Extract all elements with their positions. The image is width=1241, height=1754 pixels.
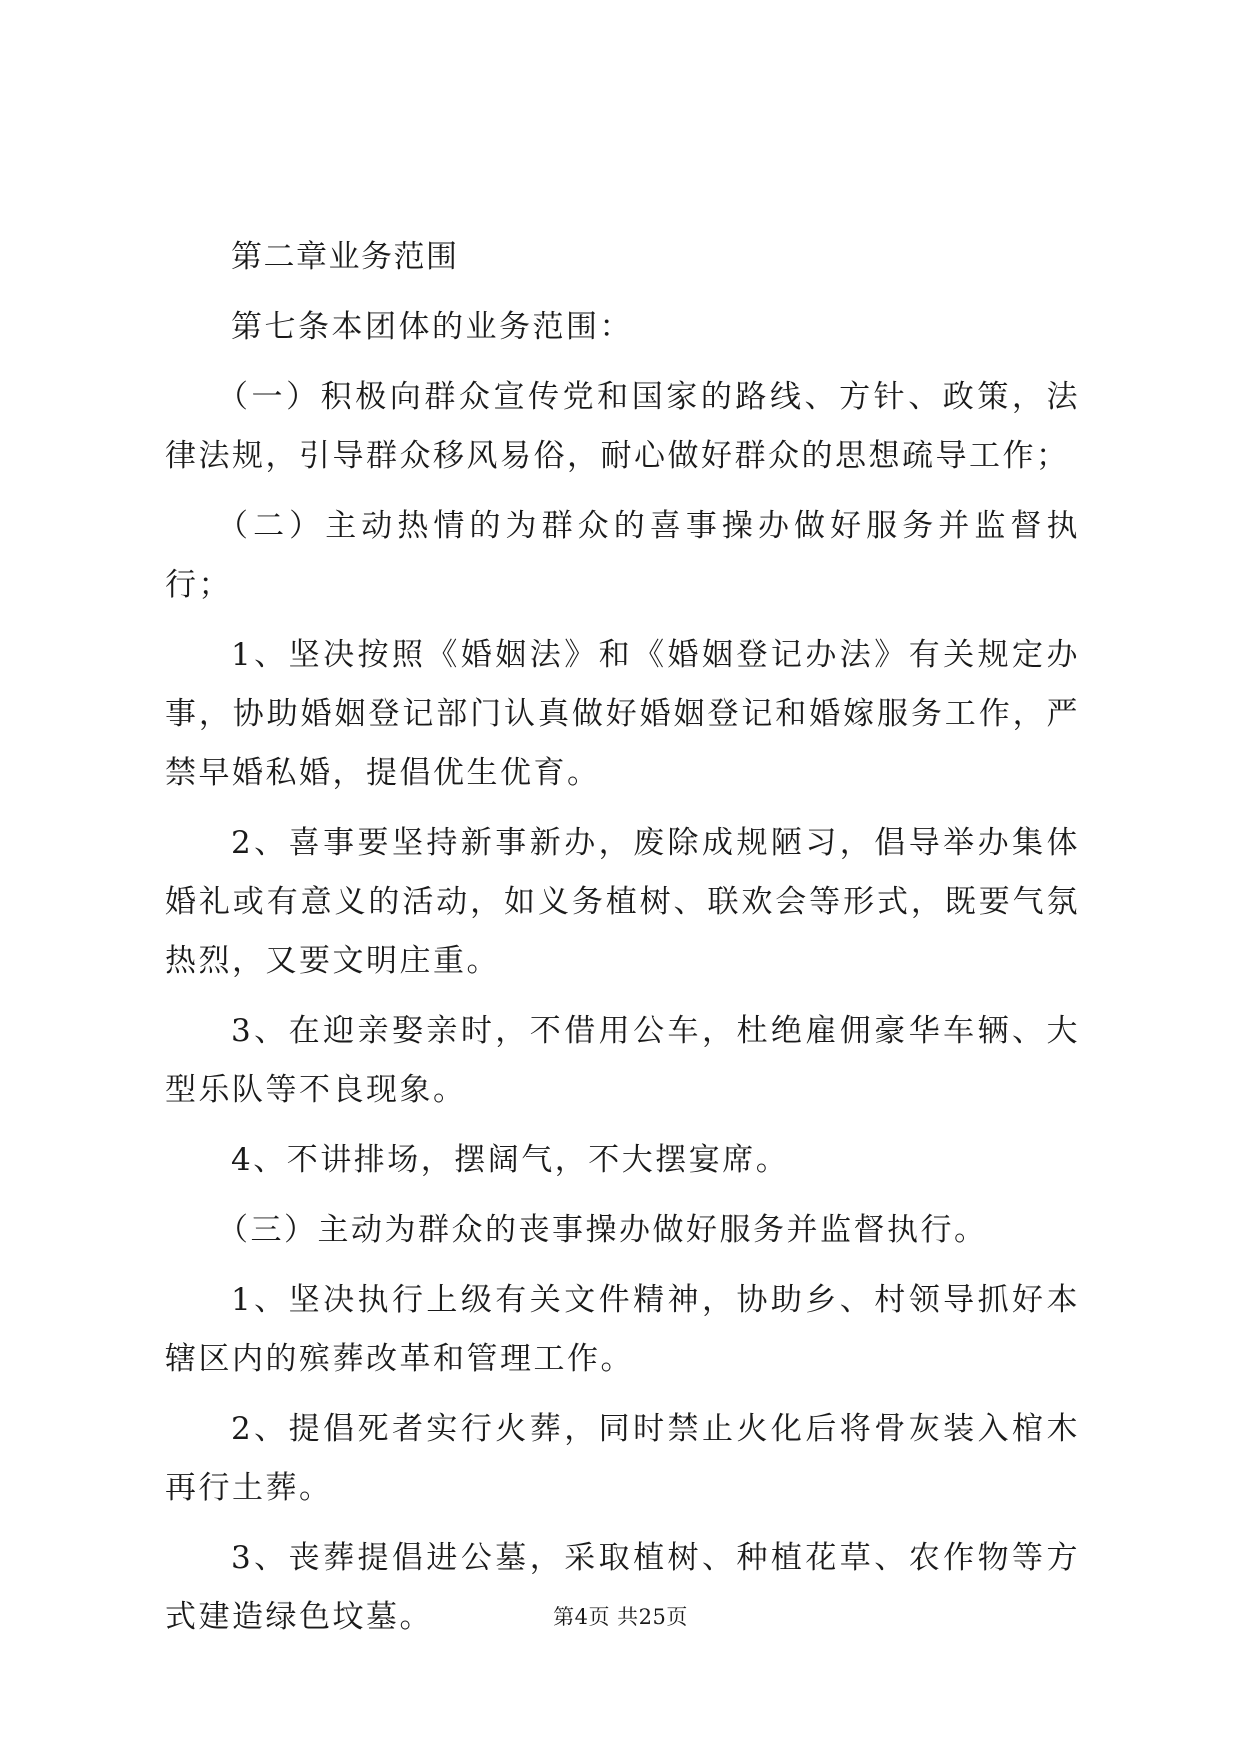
paragraph-wedding-1: 1、坚决按照《婚姻法》和《婚姻登记办法》有关规定办事，协助婚姻登记部门认真做好婚姻登记和婚嫁服务工作，严禁早婚私婚，提倡优生优育。 (165, 637, 1080, 791)
article-heading: 第七条本团体的业务范围： (231, 309, 633, 345)
paragraph-funeral-2: 2、提倡死者实行火葬，同时禁止火化后将骨灰装入棺木再行土葬。 (165, 1411, 1080, 1506)
paragraph-item-2: （二）主动热情的为群众的喜事操办做好服务并监督执行； (165, 508, 1080, 603)
paragraph-item-1: （一）积极向群众宣传党和国家的路线、方针、政策，法律法规，引导群众移风易俗，耐心做好群众的思想疏导工作； (165, 379, 1080, 474)
page-number-footer: 第4页 共25页 (553, 1605, 688, 1629)
paragraph-wedding-3: 3、在迎亲娶亲时，不借用公车，杜绝雇佣豪华车辆、大型乐队等不良现象。 (165, 1013, 1080, 1108)
paragraph-funeral-3: 3、丧葬提倡进公墓，采取植树、种植花草、农作物等方式建造绿色坟墓。 (165, 1540, 1080, 1635)
paragraph-wedding-4: 4、不讲排场，摆阔气，不大摆宴席。 (231, 1142, 790, 1178)
document-body (165, 228, 1080, 1658)
paragraph-funeral-1: 1、坚决执行上级有关文件精神，协助乡、村领导抓好本辖区内的殡葬改革和管理工作。 (165, 1282, 1080, 1377)
chapter-heading: 第二章业务范围 (231, 239, 459, 275)
paragraph-item-3: （三）主动为群众的丧事操办做好服务并监督执行。 (217, 1212, 988, 1248)
paragraph-wedding-2: 2、喜事要坚持新事新办，废除成规陋习，倡导举办集体婚礼或有意义的活动，如义务植树、联欢会等形式，既要气氛热烈，又要文明庄重。 (165, 825, 1080, 979)
